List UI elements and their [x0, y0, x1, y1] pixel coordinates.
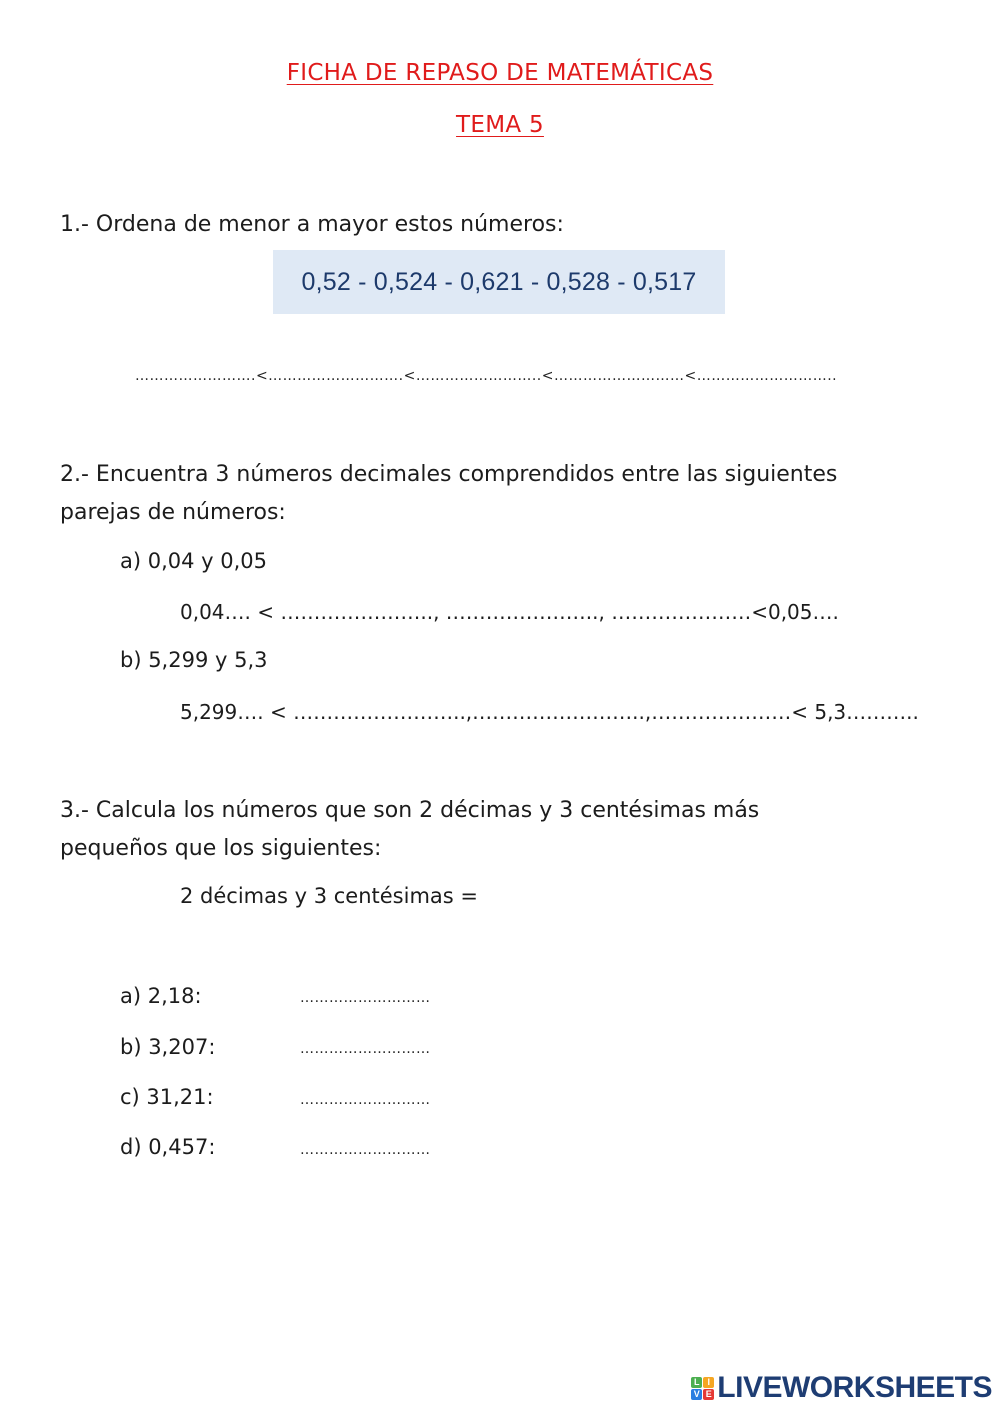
question-3c-blank[interactable]: ……………………… — [300, 1092, 431, 1108]
numbers-box — [273, 250, 725, 314]
logo-letter-e: E — [703, 1389, 714, 1400]
worksheet-subtitle: TEMA 5 — [456, 112, 544, 138]
question-1-answer-line[interactable]: …………………….<……………………….<……………………..<………………………<……………………….. — [135, 368, 838, 384]
logo-letter-l: L — [691, 1377, 702, 1388]
logo-mark-icon — [691, 1377, 714, 1400]
question-3a-label: a) 2,18: — [120, 984, 202, 1008]
question-2a-label: a) 0,04 y 0,05 — [120, 549, 268, 573]
question-2a-answer[interactable]: 0,04…. < ………………….., ………………….., …………………<0,05…. — [180, 600, 839, 624]
logo-letter-v: V — [691, 1389, 702, 1400]
worksheet-title: FICHA DE REPASO DE MATEMÁTICAS — [286, 60, 714, 86]
logo-text: LIVEWORKSHEETS — [717, 1371, 992, 1404]
question-3d-blank[interactable]: ……………………… — [300, 1142, 431, 1158]
question-3-equation: 2 décimas y 3 centésimas = — [180, 884, 478, 908]
question-2b-answer[interactable]: 5,299…. < ……………………..,……………………..,…………………< 5,3……….. — [180, 700, 919, 724]
question-3a-blank[interactable]: ……………………… — [300, 990, 431, 1006]
numbers-list: 0,52 - 0,524 - 0,621 - 0,528 - 0,517 — [301, 267, 697, 296]
question-3b-blank[interactable]: ……………………… — [300, 1041, 431, 1057]
question-2-prompt-line1: 2.- Encuentra 3 números decimales comprendidos entre las siguientes — [60, 462, 838, 487]
liveworksheets-logo[interactable] — [691, 1371, 992, 1405]
logo-letter-i: I — [703, 1377, 714, 1388]
question-3c-label: c) 31,21: — [120, 1085, 214, 1109]
question-2b-label: b) 5,299 y 5,3 — [120, 648, 268, 672]
question-3-prompt-line1: 3.- Calcula los números que son 2 décimas y 3 centésimas más — [60, 798, 760, 823]
question-3b-label: b) 3,207: — [120, 1035, 216, 1059]
question-1-prompt: 1.- Ordena de menor a mayor estos números: — [60, 212, 564, 237]
question-2-prompt-line2: parejas de números: — [60, 500, 286, 525]
question-3d-label: d) 0,457: — [120, 1135, 216, 1159]
question-3-prompt-line2: pequeños que los siguientes: — [60, 836, 382, 861]
